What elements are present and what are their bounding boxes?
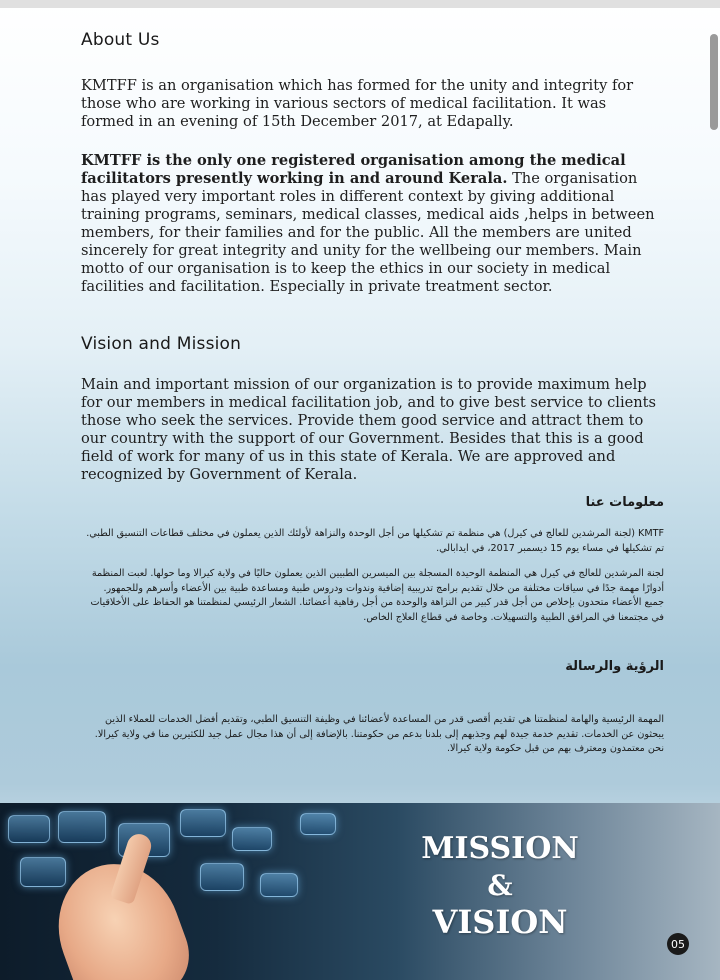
arabic-vision-paragraph: المهمة الرئيسية والهامة لمنظمتنا هي تقديم أقصى قدر من المساعدة لأعضائنا في وظيفة التنسيق الطبي، وتقديم أفضل الخدمات للعملاء الذين يبحثون عن الخدمات. تقديم خدمة جيدة لهم وجذبهم إلى بلدنا بدعم من حكومتنا. بالإضافة إلى أن هذا مجال عمل جيد للكثيرين منا في ولاية كيرالا. نحن معتمدون ومعترف بهم من قبل حكومة ولاية كيرالا. xyxy=(94,714,664,754)
digital-screen-decoration xyxy=(20,857,66,887)
vision-paragraph: Main and important mission of our organization is to provide maximum help for our members in medical facilitation job, and to give best service to clients those who seek the services. Provide them good service and attract them to our country with the support of our Government. Besides that this is a good field of work for many of us in this state of Kerala. We are approved and recognized by Government of Kerala. xyxy=(81,376,657,483)
mission-vision-banner xyxy=(0,803,720,980)
digital-screen-decoration xyxy=(180,809,226,837)
arabic-about-heading: معلومات عنا xyxy=(585,495,664,510)
scrollbar-thumb[interactable] xyxy=(710,34,718,130)
arabic-about-paragraph-1: KMTF (لجنة المرشدين للعالج في كيرل) هي منظمة تم تشكيلها من أجل الوحدة والنزاهة لأولئك الذين يعملون في مختلف قطاعات التنسيق الطبي. تم تشكيلها في مساء يوم 15 ديسمبر 2017، في ايدابالي. xyxy=(86,528,664,554)
about-paragraph-1: KMTFF is an organisation which has formed for the unity and integrity for those who are working in various sectors of medical facilitation. It was formed in an evening of 15th December 2017, at Edapally. xyxy=(81,77,634,130)
about-paragraph-2-rest: The organisation has played very important roles in different context by giving additional training programs, seminars, medical classes, medical aids ,helps in between members, for their families and for the public. All the members are united sincerely for great integrity and unity for the wellbeing our members. Main motto of our organisation is to keep the ethics in our society in medical facilities and facilitation. Especially in private treatment sector. xyxy=(81,170,655,295)
digital-screen-decoration xyxy=(232,827,272,851)
top-bar xyxy=(0,0,720,8)
arabic-vision-heading: الرؤية والرسالة xyxy=(565,659,664,674)
about-us-heading: About Us xyxy=(81,30,160,50)
vision-mission-heading: Vision and Mission xyxy=(81,334,242,354)
arabic-about-paragraph-2: لجنة المرشدين للعالج في كيرل هي المنظمة الوحيدة المسجلة بين الميسرين الطبيين الذين يعملون حاليًا في ولاية كيرالا وما حولها. لعبت المنظمة أدوارًا مهمة جدًا في سياقات مختلفة من خلال تقديم برامج تدريبية إضافية وندوات ودروس طبية ومساعدة طبية بين الأعضاء وأسرهم وللجمهور. جميع الأعضاء متحدون بإخلاص من أجل قدر كبير من النزاهة والوحدة من أجل رفاهية أعضائنا. الشعار الرئيسي لمنظمتنا هو الحفاظ على الأخلاقيات في مجتمعنا في المرافق الطبية والتسهيلات. وخاصة في قطاع العلاج الخاص. xyxy=(90,568,664,623)
banner-ampersand-text: & xyxy=(487,869,513,902)
digital-screen-decoration xyxy=(200,863,244,891)
banner-mission-text: MISSION xyxy=(421,831,579,866)
about-paragraph-2-bold: KMTFF is the only one registered organisation among the medical facilitators presently working in and around Kerala. xyxy=(81,152,626,187)
banner-vision-text: VISION xyxy=(432,903,568,941)
digital-screen-decoration xyxy=(58,811,106,843)
page-number-badge: 05 xyxy=(667,933,689,955)
digital-screen-decoration xyxy=(300,813,336,835)
digital-screen-decoration xyxy=(260,873,298,897)
about-paragraph-2 xyxy=(81,152,661,296)
digital-screen-decoration xyxy=(8,815,50,843)
